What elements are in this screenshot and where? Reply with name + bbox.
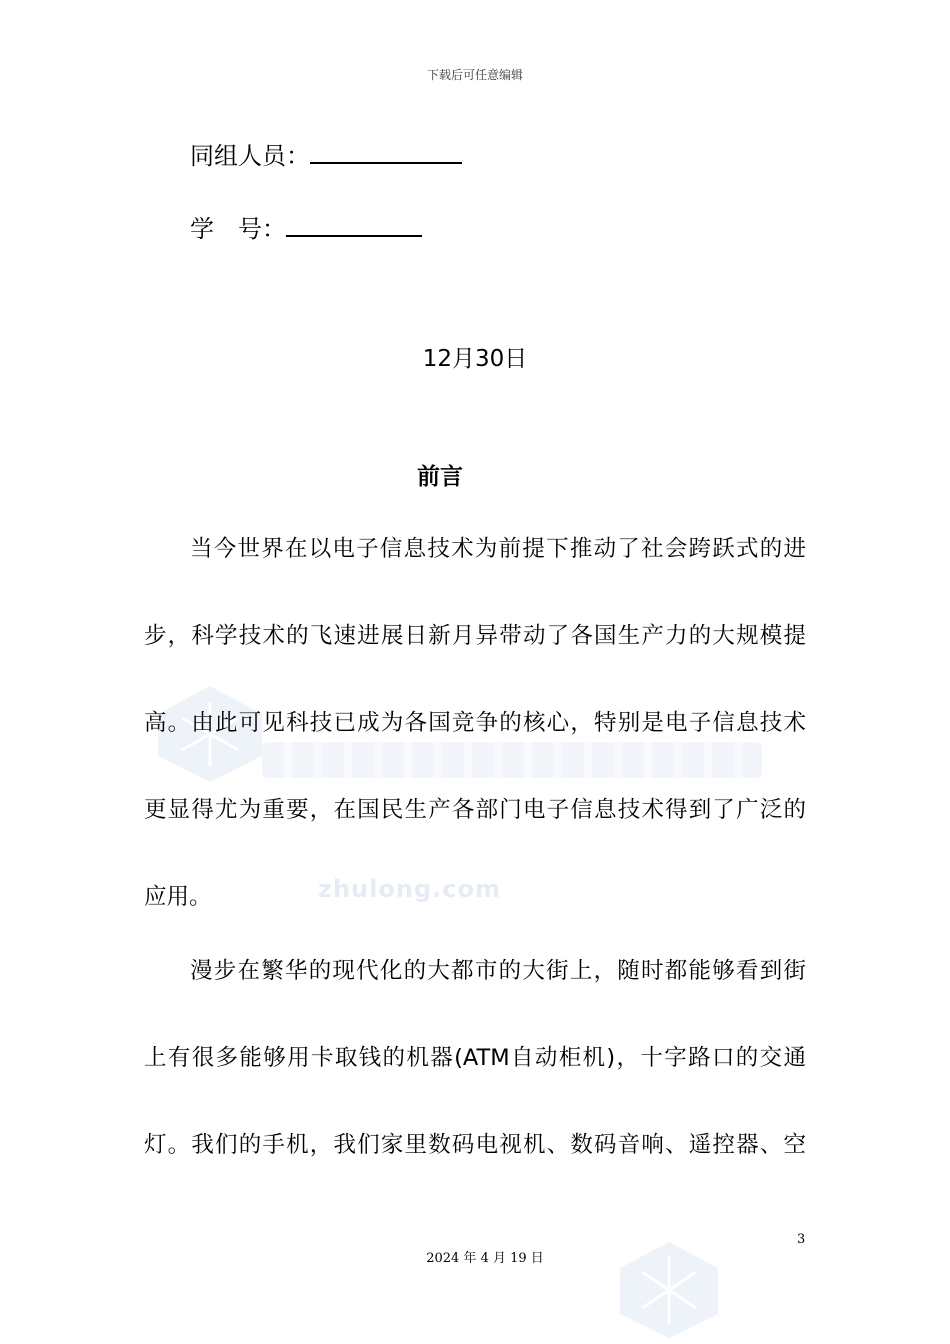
paragraph-line: 应用。 bbox=[144, 884, 212, 910]
student-id-label: 学 号： bbox=[190, 215, 286, 243]
group-members-label: 同组人员： bbox=[190, 142, 310, 170]
watermark-text: zhulong.com bbox=[318, 875, 501, 903]
paragraph-line: 灯。我们的手机，我们家里数码电视机、数码音响、遥控器、空 bbox=[144, 1132, 806, 1158]
group-members-blank[interactable] bbox=[310, 140, 462, 164]
student-id-field bbox=[190, 209, 422, 244]
paragraph-line: 步，科学技术的飞速进展日新月异带动了各国生产力的大规模提 bbox=[144, 623, 806, 649]
page-number: 3 bbox=[797, 1232, 806, 1247]
watermark-band bbox=[262, 742, 762, 778]
section-heading: 前言 bbox=[417, 464, 463, 490]
group-members-field bbox=[190, 136, 462, 171]
document-date: 12月30日 bbox=[422, 346, 528, 372]
paragraph-line: 更显得尤为重要，在国民生产各部门电子信息技术得到了广泛的 bbox=[144, 797, 806, 823]
paragraph-line: 当今世界在以电子信息技术为前提下推动了社会跨跃式的进 bbox=[190, 536, 806, 562]
paragraph-line: 漫步在繁华的现代化的大都市的大街上，随时都能够看到街 bbox=[190, 958, 806, 984]
page-footer-date: 2024 年 4 月 19 日 bbox=[426, 1251, 544, 1266]
student-id-blank[interactable] bbox=[286, 213, 422, 237]
paragraph-line: 高。由此可见科技已成为各国竞争的核心，特别是电子信息技术 bbox=[144, 710, 806, 736]
paragraph-line: 上有很多能够用卡取钱的机器(ATM自动柜机)，十字路口的交通 bbox=[144, 1045, 806, 1071]
page-header: 下载后可任意编辑 bbox=[426, 68, 523, 82]
